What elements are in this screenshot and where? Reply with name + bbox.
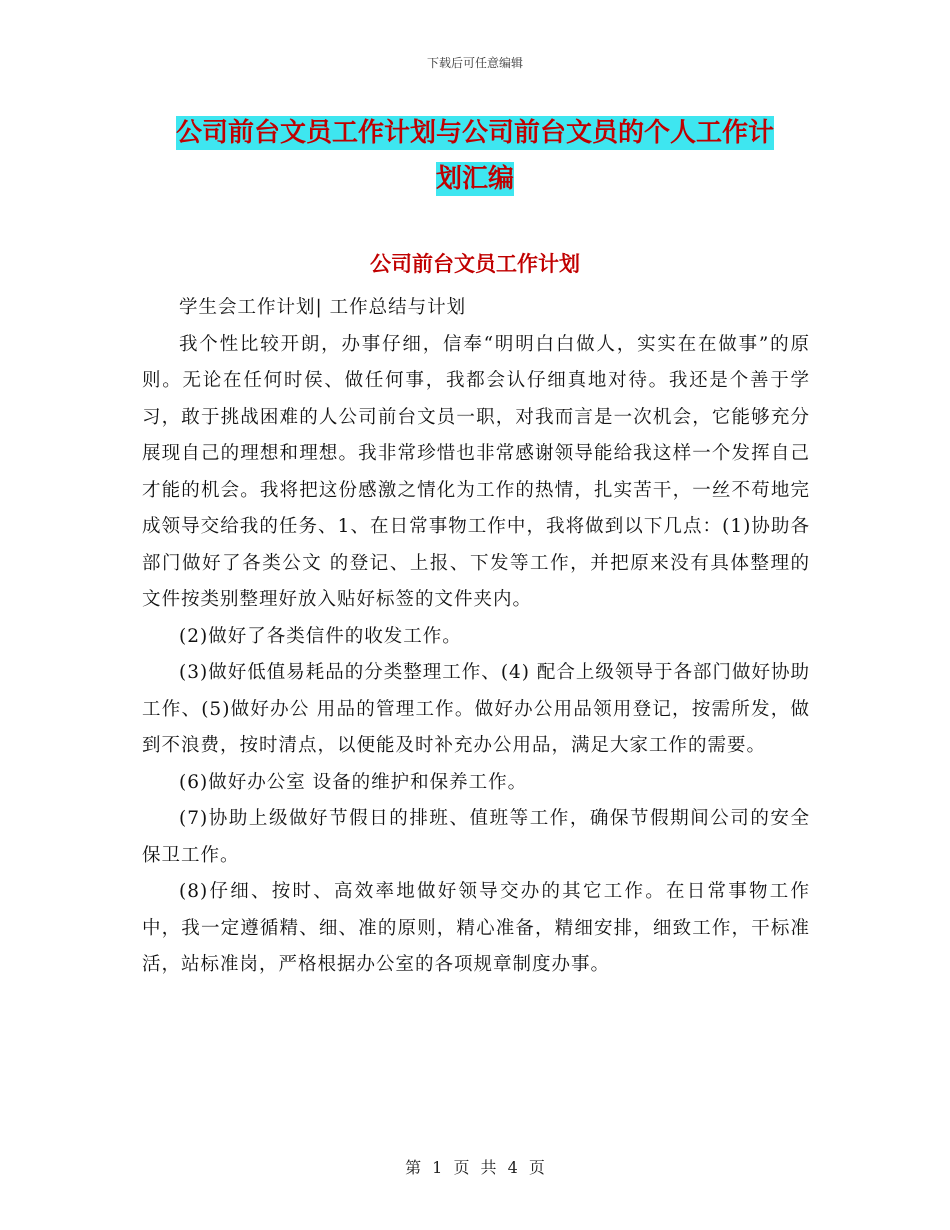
page-header: 下载后可任意编辑 (426, 56, 523, 70)
paragraph: (3)做好低值易耗品的分类整理工作、(4) 配合上级领导于各部门做好协助工作、(5)做好办公 用品的管理工作。做好办公用品领用登记，按需所发，做到不浪费，按时清点，以便能及时补充办公用品，满足大家工作的需要。 (142, 662, 810, 756)
paragraph: (8)仔细、按时、高效率地做好领导交办的其它工作。在日常事物工作中，我一定遵循精、细、准的原则，精心准备，精细安排，细致工作，干标准活，站标准岗，严格根据办公室的各项规章制度办事。 (142, 881, 810, 975)
paragraph: 学生会工作计划| 工作总结与计划 (179, 297, 467, 318)
document-body (142, 290, 810, 984)
paragraph: (7)协助上级做好节假日的排班、值班等工作，确保节假期间公司的安全保卫工作。 (142, 808, 810, 866)
document-title-line-2: 划汇编 (435, 164, 514, 194)
paragraph: 我个性比较开朗，办事仔细，信奉“明明白白做人，实实在在做事”的原则。无论在任何时侯、做任何事，我都会认仔细真地对待。我还是个善于学习，敢于挑战困难的人公司前台文员一职，对我而言是一次机会，它能够充分展现自己的理想和理想。我非常珍惜也非常感谢领导能给我这样一个发挥自己才能的机会。我将把这份感激之情化为工作的热情，扎实苦干，一丝不苟地完成领导交给我的任务、1、在日常事物工作中，我将做到以下几点：(1)协助各部门做好了各类公文 的登记、上报、下发等工作，并把原来没有具体整理的文件按类别整理好放入贴好标签的文件夹内。 (142, 333, 810, 610)
document-title-line-1: 公司前台文员工作计划与公司前台文员的个人工作计 (175, 118, 774, 148)
section-title: 公司前台文员工作计划 (370, 252, 580, 276)
paragraph: (2)做好了各类信件的收发工作。 (179, 625, 462, 647)
document-title (150, 110, 800, 202)
page-number: 第 1 页 共 4 页 (405, 1158, 545, 1177)
paragraph: (6)做好办公室 设备的维护和保养工作。 (179, 771, 528, 793)
